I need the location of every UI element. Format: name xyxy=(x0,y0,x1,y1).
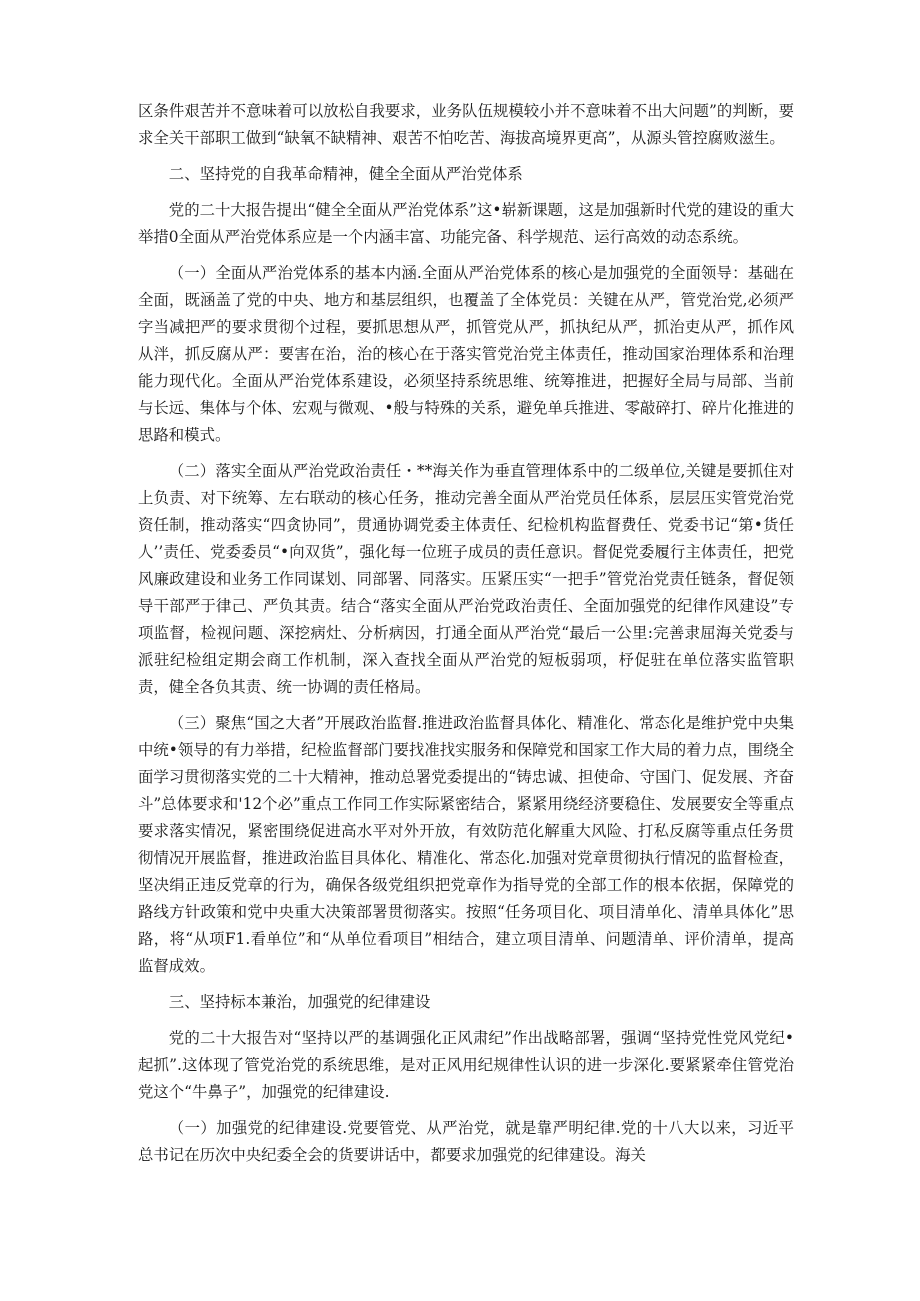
paragraph-continuation: 区条件艰苦并不意味着可以放松自我要求，业务队伍规模较小并不意味着不出大问题”的判断，要求全关干部职工做到“缺氧不缺精神、艰苦不怕吃苦、海拔高境界更高”，从源头管控腐败滋生。 xyxy=(138,102,794,147)
paragraph-discipline-one: （一）加强党的纪律建设.党要管党、从严治党，就是靠严明纪律.党的十八大以来，习近平总书记在历次中央纪委全会的货要讲话中，都要求加强党的纪律建设。海关 xyxy=(138,1119,794,1164)
section-heading-three: 三、坚持标本兼治，加强党的纪律建设 xyxy=(168,993,431,1011)
section-heading-two: 二、坚持党的自我革命精神，健全全面从严治党体系 xyxy=(168,165,523,183)
paragraph-intro-system: 党的二十大报告提出“健全全面从严治党体系”这•崭新课题，这是加强新时代党的建设的重大举措0全面从严治党体系应是一个内涵丰富、功能完备、科学规范、运行高效的动态系统。 xyxy=(138,201,794,246)
paragraph-subsection-two: （二）落实全面从严治党政治责任・**海关作为垂直管理体系中的二级单位,关键是要抓住对上负责、对下统筹、左右联动的核心任务，推动完善全面从严治党员任体系，层层压实管党治党资任制，推动落实“四贪协同”，贯通协调党委主体责任、纪检机构监督费任、党委书记“第•货任人’’责任、党委委员“•向双货”，强化每一位班子成员的责任意识。督促党委履行主体责任，把党风廉政建设和业务工作同谋划、同部署、同落实。压紧压实“一把手”管党治党责任链条，督促领导干部严于律己、严负其责。结合“落实全面从严治党政治责任、全面加强党的纪律作风建设”专项监督，检视问题、深挖病灶、分析病因，打通全面从严治党“最后一公里:完善隶屈海关党委与派驻纪检组定期会商工作机制，深入查找全面从严治党的短板弱项，杼促驻在单位落实监管职责，健全各负其责、统一协调的责任格局。 xyxy=(138,462,794,696)
document-page xyxy=(138,98,794,1169)
paragraph-intro-discipline: 党的二十大报告对“坚持以严的基调强化正风肃纪”作出战略部署，强调“坚持党性党风党纪•起抓”.这体现了管党治党的系统思维，是对正风用纪规律性认识的进一步深化.要紧紧牵住管党治党这个“牛鼻子”，加强党的纪律建设. xyxy=(138,1029,794,1101)
paragraph-subsection-three: （三）聚焦“国之大者”开展政治监督.推进政治监督具体化、精准化、常态化是维护党中央集中统•领导的有力举措，纪检监督部门要找准找实服务和保障党和国家工作大局的着力点，围绕全面学习贯彻落实党的二十大精神，推动总署党委提出的“铸忠诚、担使命、守国门、促发展、齐奋斗”总体要求和'12个必”重点工作同工作实际紧密结合，紧紧用绕经济要稳住、发展要安全等重点要求落实情况，紧密围绕促进高水平对外开放，有效防范化解重大风险、打私反腐等重点任务贯彻情况开展监督，推进政治监目具体化、精准化、常态化.加强对党章贯彻执行情况的监督检查，坚决绢正违反党章的行为，确保各级党组织把党章作为指导党的全部工作的根本依据，保障党的路线方针政策和党中央重大决策部署贯彻落实。按照“任务项目化、项目清单化、清单具体化”思路，将“从项F1.看单位”和“从单位看项目”相结合，建立项目清单、问题清单、评价清单，提高监督成效。 xyxy=(138,714,794,975)
paragraph-subsection-one: （一）全面从严治党体系的基本内涵.全面从严治党体系的核心是加强党的全面领导：基础在全面，既涵盖了党的中央、地方和基层组织，也覆盖了全体党员：关键在从严，管党治党,必须严字当减把严的要求贯彻个过程，要抓思想从严，抓管党从严，抓执纪从严，抓治吏从严，抓作风从泮，抓反腐从严：要害在治，治的核心在于落实管党治党主体责任，推动国家治理体系和治理能力现代化。全面从严治党体系建设，必须坚持系统思维、统筹推进，把握好全局与局部、当前与长远、集体与个体、宏观与微观、•般与特殊的关系，避免单兵推进、零敲碎打、碎片化推进的思路和模式。 xyxy=(138,264,794,444)
